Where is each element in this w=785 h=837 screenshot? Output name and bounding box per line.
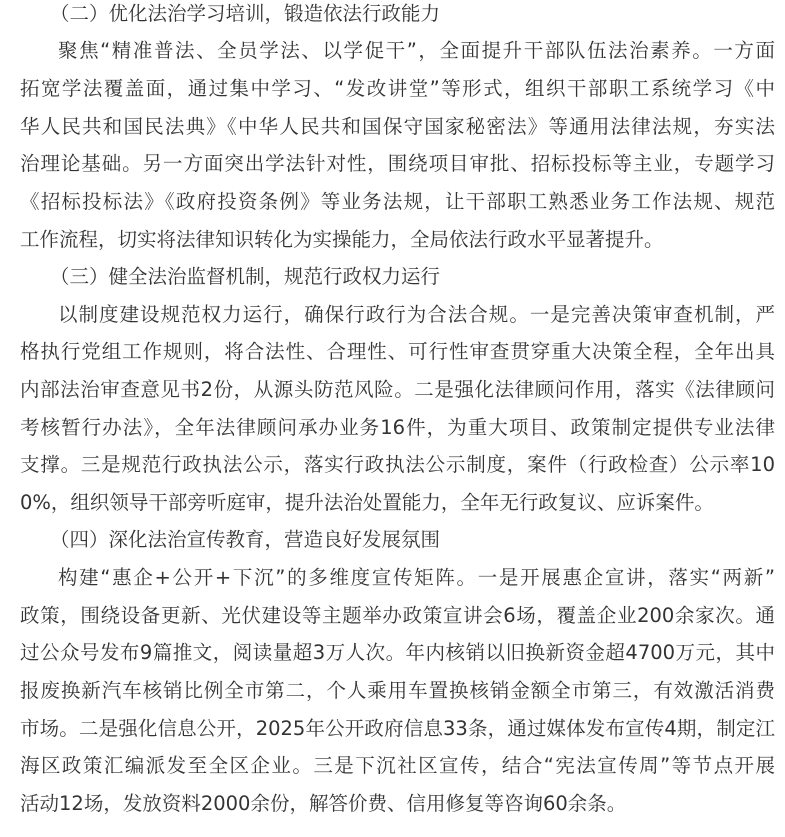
paragraph-line: 《招标投标法》《政府投资条例》等业务法规，让干部职工熟悉业务工作法规、规范 (20, 190, 775, 213)
paragraph-line: 以制度建设规范权力运行，确保行政行为合法合规。一是完善决策审查机制，严 (58, 303, 775, 326)
paragraph-line: 格执行党组工作规则，将合法性、合理性、可行性审查贯穿重大决策全程，全年出具 (20, 340, 775, 363)
paragraph-line: 拓宽学法覆盖面，通过集中学习、“发改讲堂”等形式，组织干部职工系统学习《中 (20, 77, 775, 100)
section-heading: （四）深化法治宣传教育，营造良好发展氛围 (50, 528, 441, 551)
paragraph-line: 聚焦“精准普法、全员学法、以学促干”，全面提升干部队伍法治素养。一方面 (58, 39, 775, 62)
paragraph-line: 活动12场，发放资料2000余份，解答价费、信用修复等咨询60余条。 (20, 792, 627, 815)
paragraph-line: 政策，围绕设备更新、光伏建设等主题举办政策宣讲会6场，覆盖企业200余家次。通 (20, 604, 775, 627)
paragraph-line: 报废换新汽车核销比例全市第二，个人乘用车置换核销金额全市第三，有效激活消费 (20, 679, 775, 702)
paragraph-line: 市场。二是强化信息公开，2025年公开政府信息33条，通过媒体发布宣传4期，制定江 (20, 717, 775, 740)
paragraph-line: 支撑。三是规范行政执法公示，落实行政执法公示制度，案件（行政检查）公示率10 (20, 453, 775, 476)
paragraph-line: 考核暂行办法》，全年法律顾问承办业务16件，为重大项目、政策制定提供专业法律 (20, 416, 775, 439)
paragraph-line: 工作流程，切实将法律知识转化为实操能力，全局依法行政水平显著提升。 (20, 228, 664, 251)
paragraph-line: 0%，组织领导干部旁听庭审，提升法治处置能力，全年无行政复议、应诉案件。 (20, 491, 714, 514)
paragraph-line: 海区政策汇编派发至全区企业。三是下沉社区宣传，结合“宪法宣传周”等节点开展 (20, 754, 775, 777)
paragraph-line: 内部法治审查意见书2份，从源头防范风险。二是强化法律顾问作用，落实《法律顾问 (20, 378, 775, 401)
section-heading: （二）优化法治学习培训，锻造依法行政能力 (50, 2, 441, 25)
paragraph-line: 过公众号发布9篇推文，阅读量超3万人次。年内核销以旧换新资金超4700万元，其中 (20, 641, 775, 664)
paragraph-line: 华人民共和国民法典》《中华人民共和国保守国家秘密法》等通用法律法规，夯实法 (20, 115, 775, 138)
paragraph-line: 治理论基础。另一方面突出学法针对性，围绕项目审批、招标投标等主业，专题学习 (20, 152, 775, 175)
section-heading: （三）健全法治监督机制，规范行政权力运行 (50, 265, 441, 288)
paragraph-line: 构建“惠企+公开+下沉”的多维度宣传矩阵。一是开展惠企宣讲，落实“两新” (58, 566, 775, 589)
